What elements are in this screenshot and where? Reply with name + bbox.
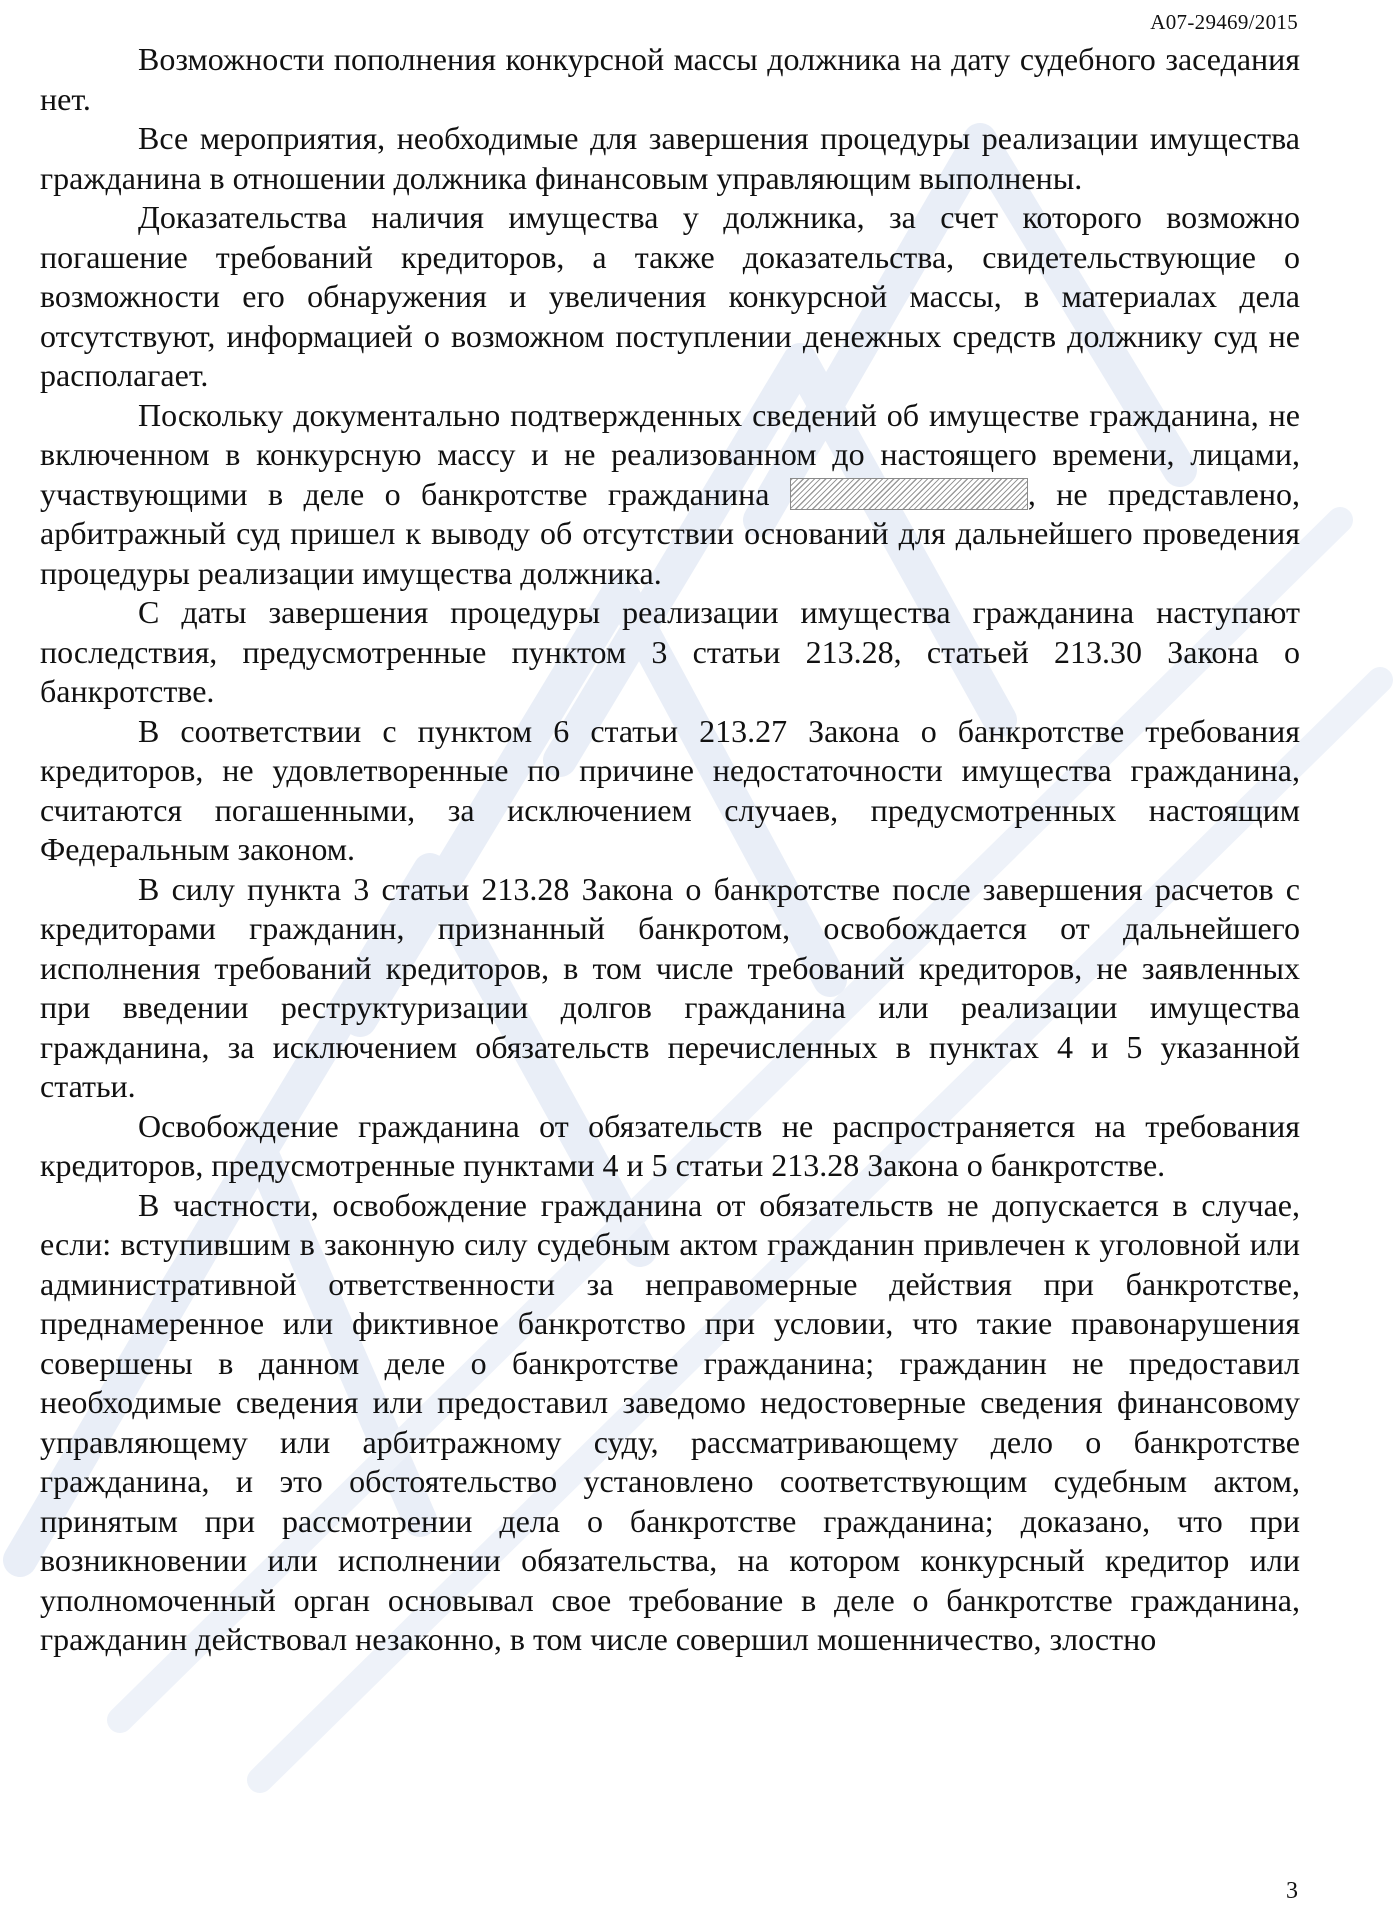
paragraph: Доказательства наличия имущества у должника, за счет которого возможно погашение требований кредиторов, а также доказательства, свидетельствующие о возможности его обнаружения и увеличения конкурсной массы, в материалах дела отсутствуют, информацией о возможном поступлении денежных средств должнику суд не располагает. [40,199,1300,393]
document-body [40,40,1300,1660]
paragraph-text-before-redaction: Поскольку документально подтвержденных сведений об имуществе гражданина, не включенном в конкурсную массу и не реализованном до настоящего времени, лицами, участвующими в деле о банкротстве гражданина [40,396,1300,512]
paragraph: Все мероприятия, необходимые для завершения процедуры реализации имущества гражданина в отношении должника финансовым управляющим выполнены. [40,120,1300,196]
page-number: 3 [1286,1878,1298,1904]
paragraph: В частности, освобождение гражданина от обязательств не допускается в случае, если: вступившим в законную силу судебным актом гражданин привлечен к уголовной или административной ответственности за неправомерные действия при банкротстве, преднамеренное или фиктивное банкротство при условии, что такие правонарушения совершены в данном деле о банкротстве гражданина; гражданин не предоставил необходимые сведения или предоставил заведомо недостоверные сведения финансовому управляющему или арбитражному суду, рассматривающему дело о банкротстве гражданина, и это обстоятельство установлено соответствующим судебным актом, принятым при рассмотрении дела о банкротстве гражданина; доказано, что при возникновении или исполнении обязательства, на котором конкурсный кредитор или уполномоченный орган основывал свое требование в деле о банкротстве гражданина, гражданин действовал незаконно, в том числе совершил мошенничество, злостно [40,1186,1300,1657]
case-number: А07-29469/2015 [1150,10,1298,34]
paragraph: В силу пункта 3 статьи 213.28 Закона о банкротстве после завершения расчетов с кредиторами гражданин, признанный банкротом, освобождается от дальнейшего исполнения требований кредиторов, в том числе требований кредиторов, не заявленных при введении реструктуризации долгов гражданина или реализации имущества гражданина, за исключением обязательств перечисленных в пунктах 4 и 5 указанной статьи. [40,870,1300,1104]
redacted-name [790,478,1028,510]
paragraph: Освобождение гражданина от обязательств не распространяется на требования кредиторов, предусмотренные пунктами 4 и 5 статьи 213.28 Закона о банкротстве. [40,1107,1300,1183]
paragraph-text-after-redaction: , не представлено, арбитражный суд пришел к выводу об отсутствии оснований для дальнейшего проведения процедуры реализации имущества должника. [40,475,1301,591]
paragraph: Возможности пополнения конкурсной массы должника на дату судебного заседания нет. [40,41,1300,117]
paragraph: В соответствии с пунктом 6 статьи 213.27 Закона о банкротстве требования кредиторов, не удовлетворенные по причине недостаточности имущества гражданина, считаются погашенными, за исключением случаев, предусмотренных настоящим Федеральным законом. [40,712,1300,867]
paragraph-with-redaction [40,396,1300,594]
paragraph: С даты завершения процедуры реализации имущества гражданина наступают последствия, предусмотренные пунктом 3 статьи 213.28, статьей 213.30 Закона о банкротстве. [40,594,1300,709]
